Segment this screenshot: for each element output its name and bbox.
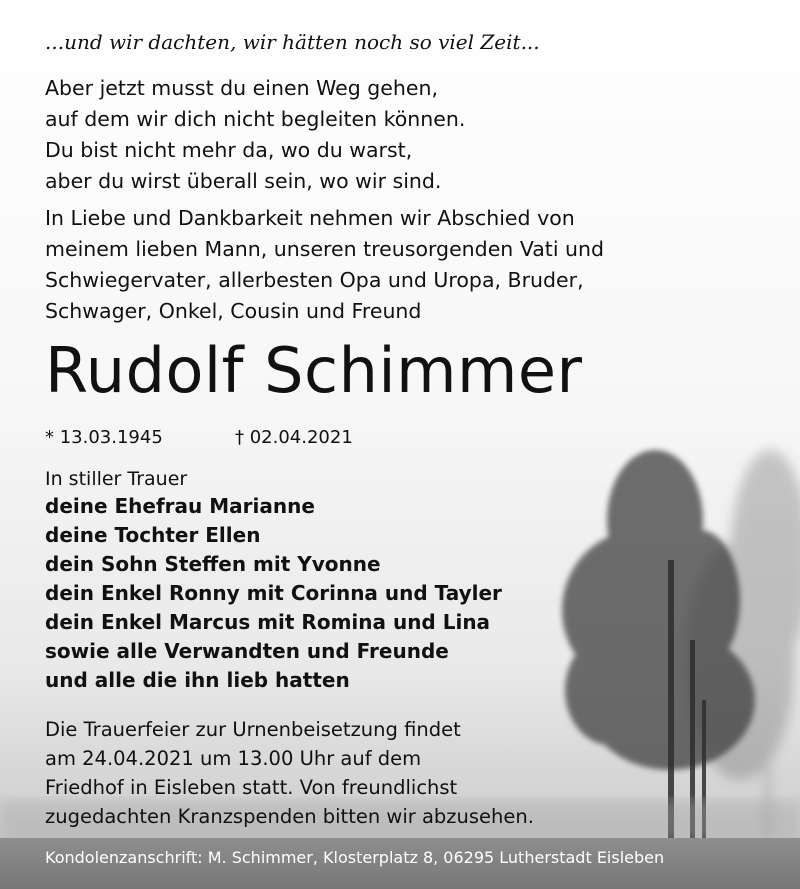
death-date: † 02.04.2021 [235, 427, 353, 448]
poem-line: Du bist nicht mehr da, wo du warst, [45, 138, 413, 162]
poem-line: Aber jetzt musst du einen Weg gehen, [45, 76, 439, 100]
mourner: und alle die ihn lieb hatten [45, 668, 350, 692]
mourners-list [45, 466, 502, 695]
mourners-lead: In stiller Trauer [45, 468, 188, 490]
intro-line: Schwager, Onkel, Cousin und Freund [45, 299, 422, 323]
ceremony-line: Die Trauerfeier zur Urnenbeisetzung findet [45, 718, 461, 741]
ceremony-info [45, 715, 534, 831]
mourner: dein Enkel Ronny mit Corinna und Tayler [45, 581, 502, 605]
life-dates [45, 427, 353, 448]
mourner: dein Sohn Steffen mit Yvonne [45, 552, 381, 576]
deceased-name: Rudolf Schimmer [45, 334, 583, 407]
poem-line: auf dem wir dich nicht begleiten können. [45, 107, 466, 131]
mourner: deine Tochter Ellen [45, 523, 261, 547]
farewell-intro [45, 203, 604, 327]
poem-line: aber du wirst überall sein, wo wir sind. [45, 169, 442, 193]
ceremony-line: am 24.04.2021 um 13.00 Uhr auf dem [45, 747, 422, 770]
intro-line: Schwiegervater, allerbesten Opa und Uropa, Bruder, [45, 268, 584, 292]
birth-date: * 13.03.1945 [45, 427, 163, 448]
motto: ...und wir dachten, wir hätten noch so viel Zeit... [45, 30, 540, 54]
ceremony-line: Friedhof in Eisleben statt. Von freundlichst [45, 776, 458, 799]
intro-line: In Liebe und Dankbarkeit nehmen wir Abschied von [45, 206, 575, 230]
poem [45, 73, 465, 197]
mourner: sowie alle Verwandten und Freunde [45, 639, 449, 663]
intro-line: meinem lieben Mann, unseren treusorgenden Vati und [45, 237, 605, 261]
condolence-address: Kondolenzanschrift: M. Schimmer, Klosterplatz 8, 06295 Lutherstadt Eisleben [45, 848, 665, 867]
mourner: deine Ehefrau Marianne [45, 494, 315, 518]
mourner: dein Enkel Marcus mit Romina und Lina [45, 610, 491, 634]
ceremony-line: zugedachten Kranzspenden bitten wir abzusehen. [45, 805, 534, 828]
